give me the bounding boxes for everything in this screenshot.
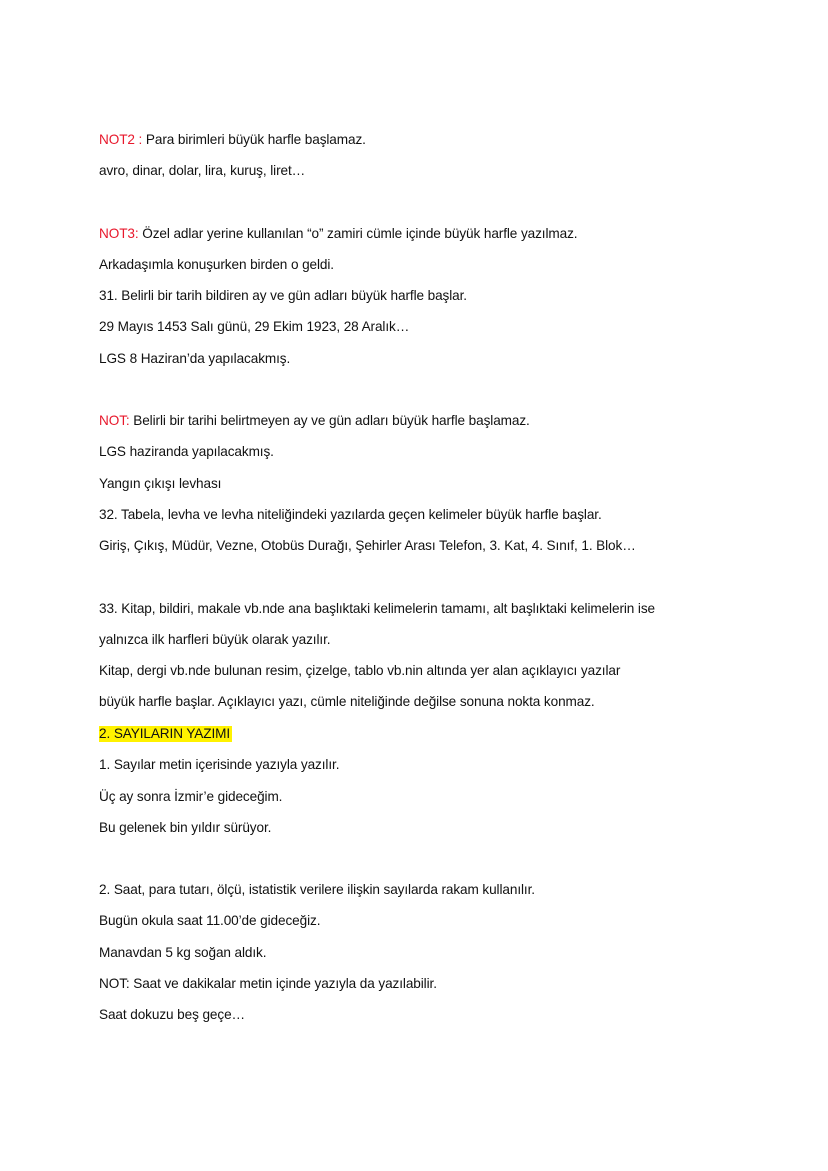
note-line: NOT: Saat ve dakikalar metin içinde yazıyla da yazılabilir. — [99, 976, 437, 991]
note-label: NOT2 : — [99, 132, 146, 147]
example-line: Bugün okula saat 11.00’de gideceğiz. — [99, 913, 321, 928]
example-line: LGS 8 Haziran’da yapılacakmış. — [99, 351, 291, 366]
example-line: Üç ay sonra İzmir’e gideceğim. — [99, 789, 283, 804]
example-line: Saat dokuzu beş geçe… — [99, 1007, 246, 1022]
rule-2: 2. Saat, para tutarı, ölçü, istatistik verilere ilişkin sayılarda rakam kullanılır. — [99, 882, 535, 897]
note-label: NOT3: — [99, 226, 143, 241]
rule-33-cont: yalnızca ilk harfleri büyük olarak yazılır. — [99, 632, 331, 647]
note2-line: NOT2 : Para birimleri büyük harfle başlamaz. — [99, 132, 366, 147]
example-line: Giriş, Çıkış, Müdür, Vezne, Otobüs Durağı, Şehirler Arası Telefon, 3. Kat, 4. Sınıf, 1. Blok… — [99, 538, 636, 553]
example-line: Yangın çıkışı levhası — [99, 476, 222, 491]
note3-line: NOT3: Özel adlar yerine kullanılan “o” zamiri cümle içinde büyük harfle yazılmaz. — [99, 226, 578, 241]
rule-33: 33. Kitap, bildiri, makale vb.nde ana başlıktaki kelimelerin tamamı, alt başlıktaki kelimelerin ise — [99, 601, 656, 616]
example-line: 29 Mayıs 1453 Salı günü, 29 Ekim 1923, 28 Aralık… — [99, 319, 410, 334]
paragraph-line: büyük harfle başlar. Açıklayıcı yazı, cümle niteliğinde değilse sonuna nokta konmaz. — [99, 694, 595, 709]
rule-31: 31. Belirli bir tarih bildiren ay ve gün adları büyük harfle başlar. — [99, 288, 467, 303]
note-label: NOT: — [99, 413, 134, 428]
rule-1: 1. Sayılar metin içerisinde yazıyla yazılır. — [99, 757, 340, 772]
example-line: Arkadaşımla konuşurken birden o geldi. — [99, 257, 334, 272]
paragraph-line: Kitap, dergi vb.nde bulunan resim, çizelge, tablo vb.nin altında yer alan açıklayıcı yazılar — [99, 663, 621, 678]
highlighted-heading: 2. SAYILARIN YAZIMI — [99, 726, 231, 741]
example-line: LGS haziranda yapılacakmış. — [99, 444, 274, 459]
example-line: avro, dinar, dolar, lira, kuruş, liret… — [99, 163, 306, 178]
section-heading — [99, 725, 232, 743]
rule-32: 32. Tabela, levha ve levha niteliğindeki yazılarda geçen kelimeler büyük harfle başlar. — [99, 507, 602, 522]
note-line: NOT: Belirli bir tarihi belirtmeyen ay ve gün adları büyük harfle başlamaz. — [99, 413, 530, 428]
example-line: Manavdan 5 kg soğan aldık. — [99, 945, 267, 960]
example-line: Bu gelenek bin yıldır sürüyor. — [99, 820, 272, 835]
